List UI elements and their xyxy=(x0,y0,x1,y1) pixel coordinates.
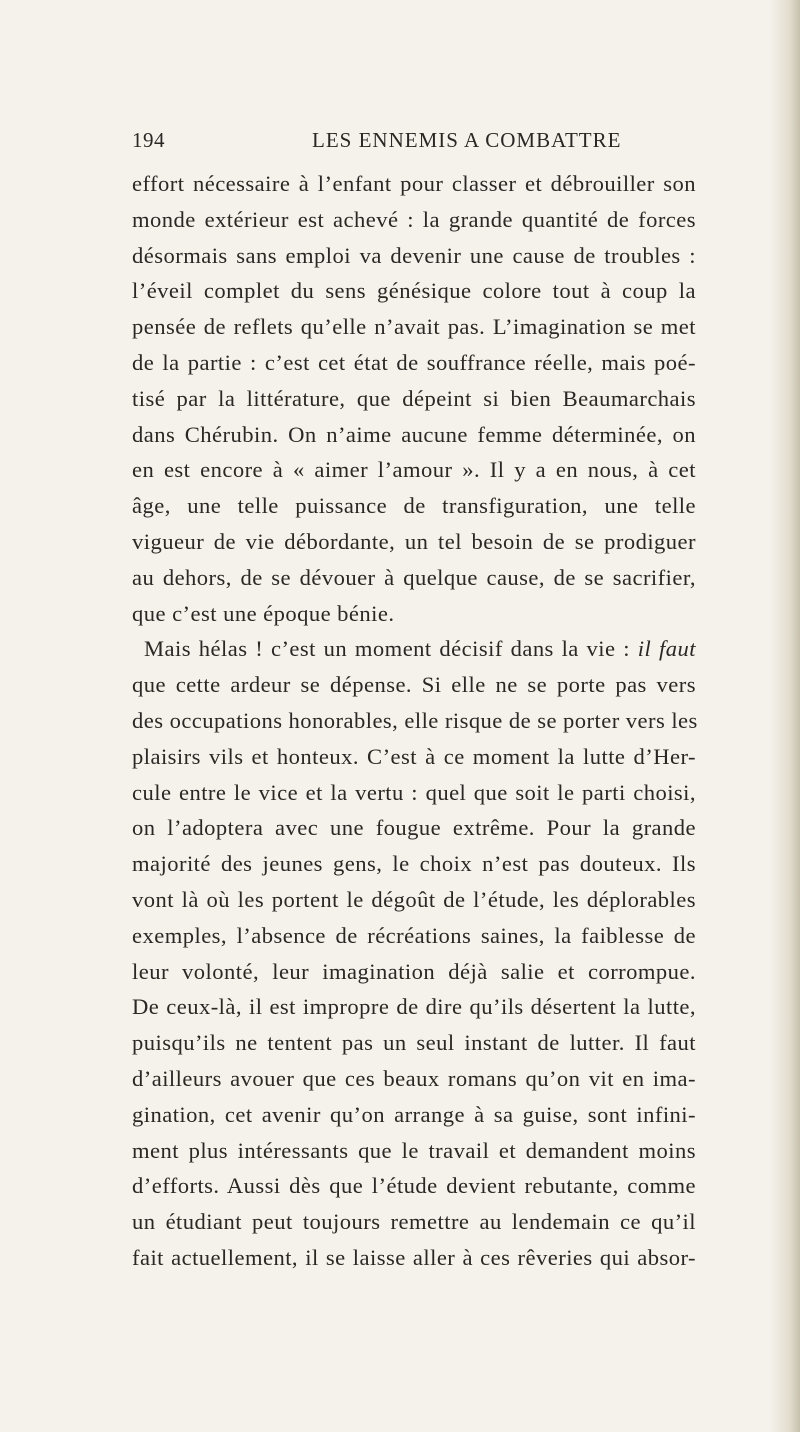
text-line: au dehors, de se dévouer à quelque cause, de se sacrifier, xyxy=(132,564,696,590)
text-line: De ceux-là, il est impropre de dire qu’ils désertent la lutte, xyxy=(132,994,696,1020)
text-line: d’efforts. Aussi dès que l’étude devient rebutante, comme xyxy=(132,1173,696,1199)
text-line: monde extérieur est achevé : la grande quantité de forces xyxy=(132,206,696,232)
text-line: des occupations honorables, elle risque de se porter vers les xyxy=(132,707,698,733)
text-line: que cette ardeur se dépense. Si elle ne se porte pas vers xyxy=(132,672,696,698)
text-line: en est encore à « aimer l’amour ». Il y a en nous, à cet xyxy=(132,457,696,483)
text-line: un étudiant peut toujours remettre au lendemain ce qu’il xyxy=(132,1209,696,1235)
italic-phrase: il faut xyxy=(637,636,696,662)
text-line: ment plus intéressants que le travail et demandent moins xyxy=(132,1137,696,1163)
text-line: tisé par la littérature, que dépeint si bien Beaumarchais xyxy=(132,385,696,411)
text-line: désormais sans emploi va devenir une cause de troubles : xyxy=(132,242,696,268)
running-head: LES ENNEMIS A COMBATTRE xyxy=(312,128,622,152)
text-line-italic-ending xyxy=(132,631,696,667)
text-line: pensée de reflets qu’elle n’avait pas. L’imagination se met xyxy=(132,314,696,340)
body-text xyxy=(132,166,696,1276)
text-line: l’éveil complet du sens génésique colore tout à coup la xyxy=(132,278,696,304)
text-line: leur volonté, leur imagination déjà salie et corrompue. xyxy=(132,958,696,984)
text-fragment: Mais hélas ! c’est un moment décisif dans la vie : xyxy=(144,636,638,662)
text-line: vont là où les portent le dégoût de l’étude, les déplorables xyxy=(132,886,696,912)
text-line: vigueur de vie débordante, un tel besoin de se prodiguer xyxy=(132,528,696,554)
text-line: exemples, l’absence de récréations saines, la faiblesse de xyxy=(132,922,696,948)
text-line: effort nécessaire à l’enfant pour classer et débrouiller son xyxy=(132,171,696,196)
text-line: de la partie : c’est cet état de souffrance réelle, mais poé- xyxy=(132,349,696,375)
page-number: 194 xyxy=(132,128,165,152)
text-line: fait actuellement, il se laisse aller à ces rêveries qui absor- xyxy=(132,1244,696,1270)
text-line: gination, cet avenir qu’on arrange à sa guise, sont infini- xyxy=(132,1101,696,1127)
text-line: majorité des jeunes gens, le choix n’est pas douteux. Ils xyxy=(132,851,696,877)
text-line: on l’adoptera avec une fougue extrême. Pour la grande xyxy=(132,815,696,841)
text-line: âge, une telle puissance de transfiguration, une telle xyxy=(132,493,696,519)
text-line: d’ailleurs avouer que ces beaux romans qu’on vit en ima- xyxy=(132,1065,696,1091)
text-line: dans Chérubin. On n’aime aucune femme déterminée, on xyxy=(132,421,696,447)
text-line: puisqu’ils ne tentent pas un seul instant de lutter. Il faut xyxy=(132,1030,696,1056)
text-line: que c’est une époque bénie. xyxy=(132,600,395,626)
text-line: plaisirs vils et honteux. C’est à ce moment la lutte d’Her- xyxy=(132,743,696,769)
page-header xyxy=(132,118,692,158)
text-line: cule entre le vice et la vertu : quel que soit le parti choisi, xyxy=(132,779,696,805)
